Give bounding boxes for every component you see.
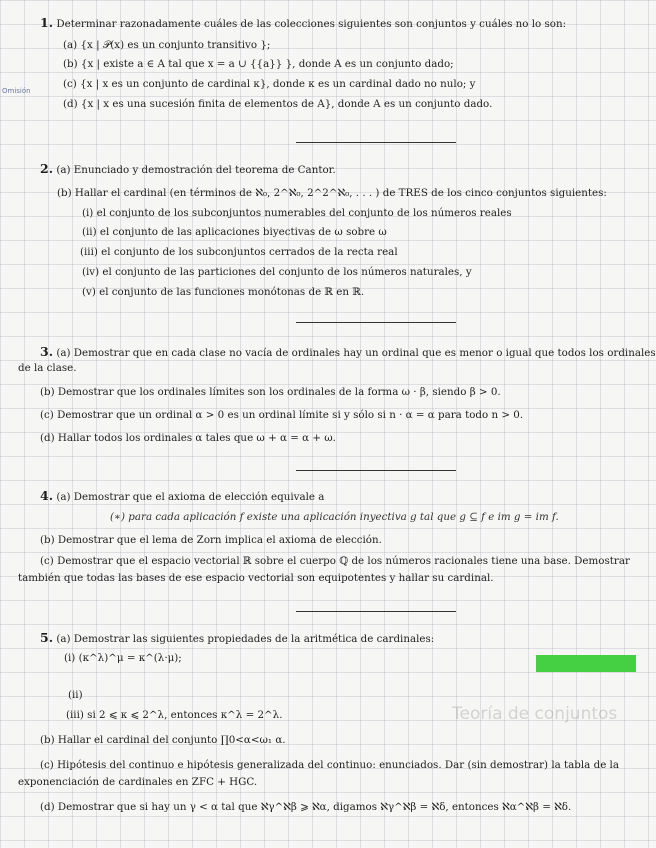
section-divider — [296, 322, 456, 323]
problem-1-intro-line — [40, 16, 566, 31]
background-title: Teoría de conjuntos — [452, 704, 618, 724]
problem-4-star: (∗) para cada aplicación f existe una aplicación inyectiva g tal que g ⊆ f e im g = im f. — [110, 511, 559, 523]
problem-2-a-line — [40, 162, 336, 177]
problem-2-iii: (iii) el conjunto de los subconjuntos cerrados de la recta real — [80, 246, 398, 258]
section-divider — [296, 470, 456, 471]
problem-2-v: (v) el conjunto de las funciones monótonas de ℝ en ℝ. — [82, 286, 365, 298]
green-badge — [536, 655, 636, 672]
problem-4-a-line — [40, 489, 324, 504]
problem-5-ii: (ii) — [68, 689, 83, 701]
problem-3-a-line — [40, 345, 656, 360]
problem-5-b: (b) Hallar el cardinal del conjunto ∏0<α<ω₁ α. — [40, 734, 286, 746]
problem-1-d: (d) {x | x es una sucesión finita de elementos de A}, donde A es un conjunto dado. — [63, 98, 493, 110]
problem-5-number: 5. — [40, 630, 54, 645]
problem-3-d: (d) Hallar todos los ordinales α tales que ω + α = α + ω. — [40, 432, 336, 444]
problem-5-c2: exponenciación de cardinales en ZFC + HGC. — [18, 776, 258, 788]
problem-3-b: (b) Demostrar que los ordinales límites son los ordinales de la forma ω · β, siendo β > 0. — [40, 386, 501, 398]
problem-5-i: (i) (κ^λ)^μ = κ^(λ·μ); — [64, 652, 182, 664]
problem-2-i: (i) el conjunto de los subconjuntos numerables del conjunto de los números reales — [82, 207, 512, 219]
problem-1-b: (b) {x | existe a ∈ A tal que x = a ∪ {{a}} }, donde A es un conjunto dado; — [63, 58, 454, 70]
section-divider — [296, 142, 456, 143]
problem-2-number: 2. — [40, 161, 54, 176]
problem-5-d: (d) Demostrar que si hay un γ < α tal que ℵγ^ℵβ ⩾ ℵα, digamos ℵγ^ℵβ = ℵδ, entonces ℵα^ℵβ = ℵδ. — [40, 801, 572, 813]
margin-note: Omisión — [2, 87, 31, 95]
problem-2-iv: (iv) el conjunto de las particiones del conjunto de los números naturales, y — [82, 266, 472, 278]
problem-1-intro: Determinar razonadamente cuáles de las colecciones siguientes son conjuntos y cuáles no lo son: — [56, 18, 567, 30]
problem-5-a-line — [40, 631, 434, 646]
problem-1-a: (a) {x | 𝒫(x) es un conjunto transitivo }; — [63, 39, 271, 51]
section-divider — [296, 611, 456, 612]
problem-2-a: (a) Enunciado y demostración del teorema de Cantor. — [56, 164, 336, 176]
problem-4-c1: (c) Demostrar que el espacio vectorial ℝ sobre el cuerpo ℚ de los números racionales tiene una base. Demostrar — [40, 555, 630, 567]
problem-4-b: (b) Demostrar que el lema de Zorn implica el axioma de elección. — [40, 534, 382, 546]
problem-2-ii: (ii) el conjunto de las aplicaciones biyectivas de ω sobre ω — [82, 226, 387, 238]
problem-5-iii: (iii) si 2 ⩽ κ ⩽ 2^λ, entonces κ^λ = 2^λ. — [66, 709, 283, 721]
problem-4-c2: también que todas las bases de ese espacio vectorial son equipotentes y hallar su cardinal. — [18, 572, 494, 584]
problem-3-c: (c) Demostrar que un ordinal α > 0 es un ordinal límite si y sólo si n · α = α para todo n > 0. — [40, 409, 524, 421]
problem-2-b: (b) Hallar el cardinal (en términos de ℵ₀, 2^ℵ₀, 2^2^ℵ₀, . . . ) de TRES de los cinco conjuntos siguientes: — [57, 187, 607, 199]
problem-3-a1: (a) Demostrar que en cada clase no vacía de ordinales hay un ordinal que es menor o igual que todos los ordinales — [56, 347, 656, 359]
problem-4-number: 4. — [40, 488, 54, 503]
problem-1-number: 1. — [40, 15, 54, 30]
problem-3-number: 3. — [40, 344, 54, 359]
problem-1-c: (c) {x | x es un conjunto de cardinal κ}, donde κ es un cardinal dado no nulo; y — [63, 78, 476, 90]
problem-4-a: (a) Demostrar que el axioma de elección equivale a — [56, 491, 325, 503]
problem-5-a: (a) Demostrar las siguientes propiedades de la aritmética de cardinales: — [56, 633, 435, 645]
problem-5-c1: (c) Hipótesis del continuo e hipótesis generalizada del continuo: enunciados. Dar (sin demostrar) la tabla de la — [40, 759, 619, 771]
problem-3-a2: de la clase. — [18, 362, 77, 374]
